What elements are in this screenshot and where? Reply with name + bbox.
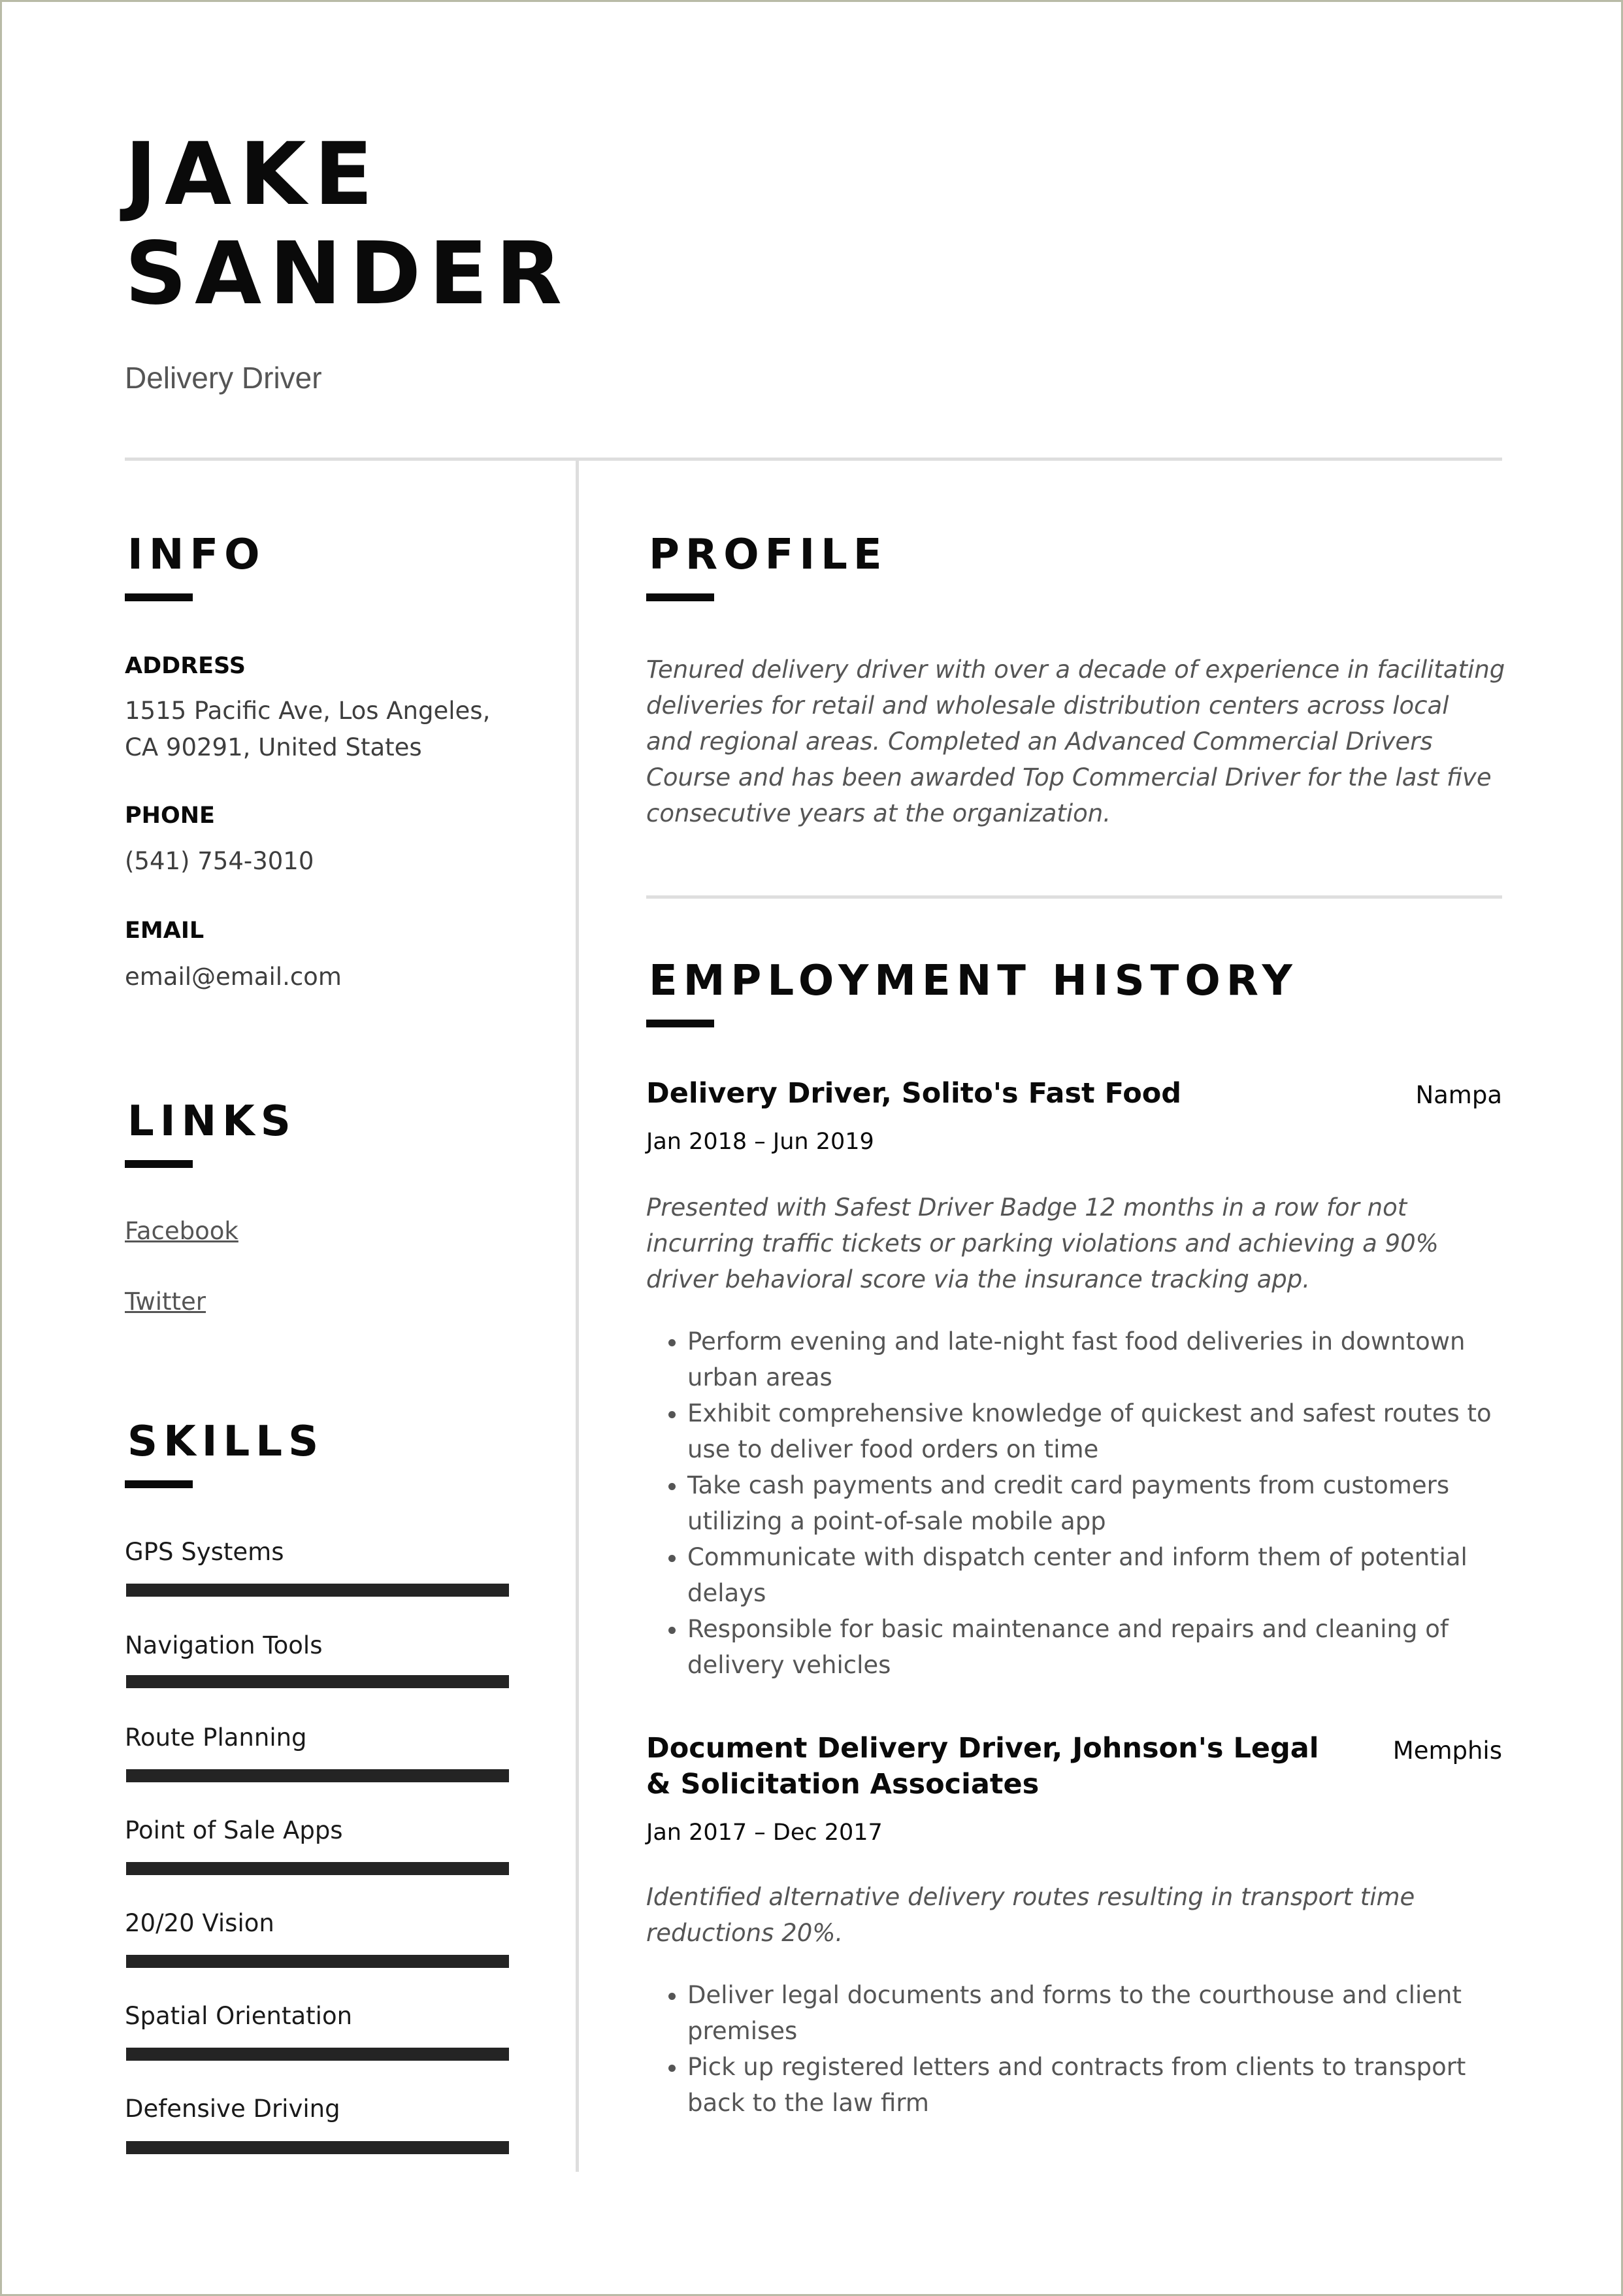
last-name: SANDER — [125, 224, 570, 324]
list-item: • Exhibit comprehensive knowledge of quickest and safest routes to use to deliver food orders on time — [687, 1395, 1524, 1467]
profile-line: and regional areas. Completed an Advanced Commercial Drivers — [646, 727, 1433, 756]
twitter-link[interactable]: Twitter — [125, 1288, 206, 1316]
profile-line: Tenured delivery driver with over a decade of experience in facilitating — [646, 656, 1505, 684]
profile-line: Course and has been awarded Top Commercial Driver for the last five — [646, 763, 1492, 791]
skill-label: Defensive Driving — [125, 2095, 340, 2123]
facebook-link[interactable]: Facebook — [125, 1217, 238, 1245]
job-duties-list — [647, 1977, 1524, 2121]
skill-level-bar — [126, 1675, 509, 1688]
skill-label: GPS Systems — [125, 1538, 284, 1566]
skill-label: Navigation Tools — [125, 1631, 323, 1659]
skill-level-bar — [126, 1955, 509, 1968]
job-summary-line: Presented with Safest Driver Badge 12 months in a row for not — [646, 1193, 1407, 1222]
profile-heading: PROFILE — [649, 531, 888, 579]
list-item: • Responsible for basic maintenance and repairs and cleaning of delivery vehicles — [687, 1611, 1524, 1683]
skill-level-bar — [126, 2141, 509, 2154]
employment-heading: EMPLOYMENT HISTORY — [649, 957, 1298, 1005]
phone-label: PHONE — [125, 803, 215, 829]
job-duties-list — [647, 1323, 1524, 1683]
address-label: ADDRESS — [125, 653, 246, 679]
job-summary-line: Identified alternative delivery routes resulting in transport time — [646, 1883, 1415, 1911]
skills-heading: SKILLS — [127, 1418, 325, 1466]
list-item: • Communicate with dispatch center and inform them of potential delays — [687, 1539, 1524, 1611]
job-summary-line: driver behavioral score via the insurance tracking app. — [646, 1265, 1311, 1293]
first-name: JAKE — [125, 124, 381, 225]
skill-level-bar — [126, 2048, 509, 2061]
profile-divider — [646, 895, 1502, 899]
job-title: Delivery Driver — [125, 361, 322, 395]
phone-value: (541) 754-3010 — [125, 847, 314, 875]
email-value: email@email.com — [125, 963, 342, 991]
profile-heading-underline — [646, 593, 714, 601]
skill-level-bar — [126, 1862, 509, 1875]
list-item: • Perform evening and late-night fast food deliveries in downtown urban areas — [687, 1323, 1524, 1395]
list-item: • Pick up registered letters and contracts from clients to transport back to the law firm — [687, 2049, 1524, 2121]
header-divider — [125, 458, 1502, 461]
skill-label: 20/20 Vision — [125, 1909, 274, 1937]
job-city: Memphis — [1392, 1737, 1502, 1765]
job-dates: Jan 2018 – Jun 2019 — [646, 1129, 874, 1155]
email-label: EMAIL — [125, 918, 205, 944]
skill-label: Point of Sale Apps — [125, 1816, 343, 1844]
job-title — [646, 1076, 1300, 1112]
job-summary-line: reductions 20%. — [646, 1919, 844, 1947]
column-divider — [576, 459, 579, 2172]
info-heading: INFO — [127, 531, 266, 579]
address-value — [125, 693, 490, 766]
job-dates: Jan 2017 – Dec 2017 — [646, 1820, 883, 1846]
job-title-line: & Solicitation Associates — [646, 1768, 1040, 1801]
job-city: Nampa — [1415, 1081, 1502, 1109]
skill-level-bar — [126, 1584, 509, 1597]
list-item: • Deliver legal documents and forms to the courthouse and client premises — [687, 1977, 1524, 2049]
links-heading: LINKS — [127, 1097, 297, 1146]
profile-line: consecutive years at the organization. — [646, 799, 1111, 827]
job-summary — [646, 1879, 1509, 1951]
links-heading-underline — [125, 1160, 193, 1168]
candidate-name — [125, 125, 570, 324]
job-title-line: Delivery Driver, Solito's Fast Food — [646, 1077, 1182, 1110]
skill-label: Route Planning — [125, 1723, 307, 1752]
info-heading-underline — [125, 593, 193, 601]
profile-summary — [646, 652, 1509, 831]
profile-line: deliveries for retail and wholesale distribution centers across local — [646, 691, 1449, 720]
skill-label: Spatial Orientation — [125, 2002, 353, 2030]
job-title-line: Document Delivery Driver, Johnson's Legal — [646, 1732, 1319, 1765]
skills-heading-underline — [125, 1480, 193, 1488]
job-title — [646, 1731, 1326, 1803]
job-summary-line: incurring traffic tickets or parking violations and achieving a 90% — [646, 1229, 1439, 1257]
address-line-2: CA 90291, United States — [125, 733, 422, 761]
address-line-1: 1515 Pacific Ave, Los Angeles, — [125, 697, 491, 725]
skill-level-bar — [126, 1769, 509, 1782]
employment-heading-underline — [646, 1020, 714, 1027]
list-item: • Take cash payments and credit card payments from customers utilizing a point-of-sale mobile app — [687, 1467, 1524, 1539]
job-summary — [646, 1190, 1509, 1297]
